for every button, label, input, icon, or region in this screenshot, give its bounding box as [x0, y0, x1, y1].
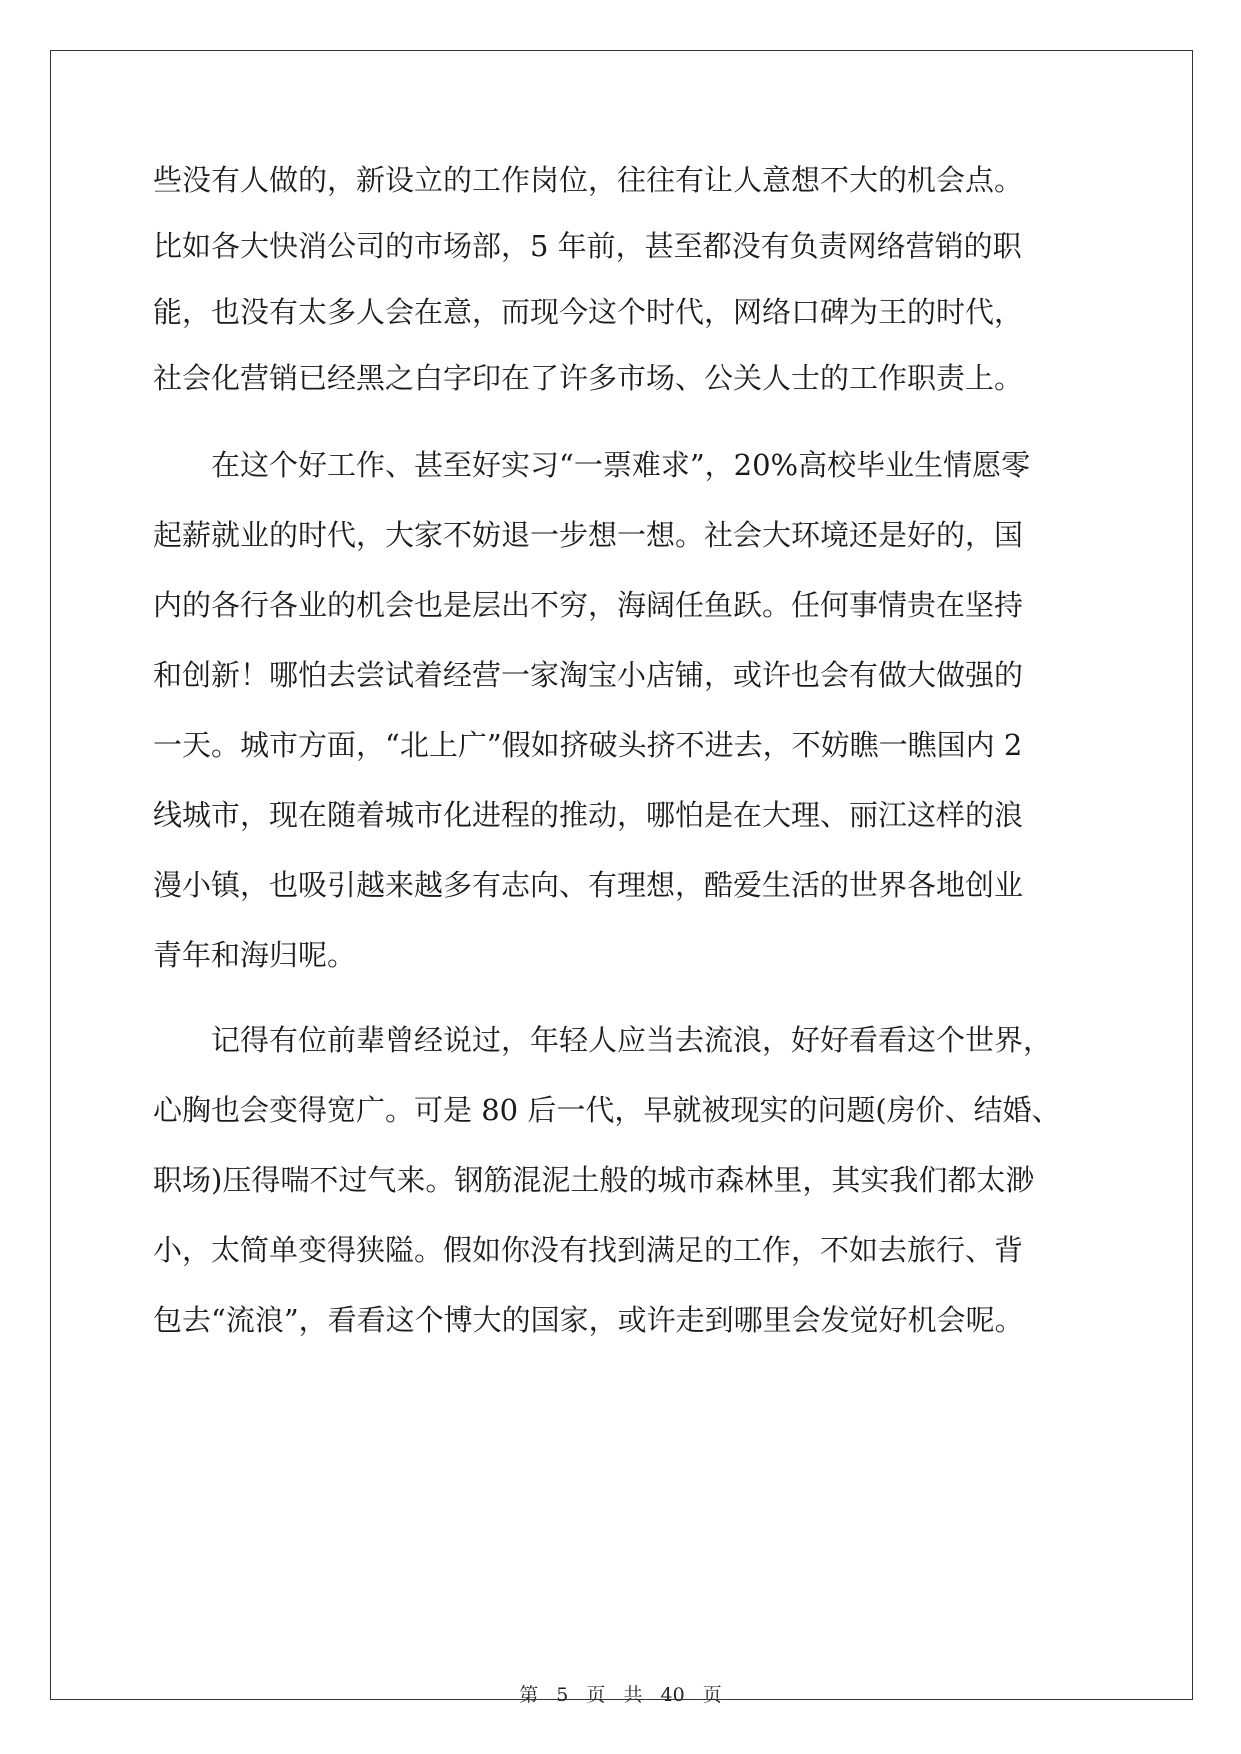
text-line: 漫小镇，也吸引越来越多有志向、有理想，酷爱生活的世界各地创业 — [153, 868, 1024, 902]
text-line: 线城市，现在随着城市化进程的推动，哪怕是在大理、丽江这样的浪 — [153, 798, 1024, 832]
text-line: 起薪就业的时代，大家不妨退一步想一想。社会大环境还是好的，国 — [153, 518, 1024, 552]
text-line: 和创新！哪怕去尝试着经营一家淘宝小店铺，或许也会有做大做强的 — [153, 658, 1024, 692]
text-line: 小，太简单变得狭隘。假如你没有找到满足的工作，不如去旅行、背 — [153, 1233, 1024, 1267]
text-line: 些没有人做的，新设立的工作岗位，往往有让人意想不大的机会点。 — [153, 163, 1024, 197]
text-line: 包去“流浪”，看看这个博大的国家，或许走到哪里会发觉好机会呢。 — [153, 1303, 1024, 1337]
text-line: 职场)压得喘不过气来。钢筋混泥土般的城市森林里，其实我们都太渺 — [153, 1163, 1035, 1197]
text-line: 能，也没有太多人会在意，而现今这个时代，网络口碑为王的时代， — [153, 295, 1024, 329]
text-line: 社会化营销已经黑之白字印在了许多市场、公关人士的工作职责上。 — [153, 361, 1024, 395]
text-line: 比如各大快消公司的市场部，5 年前，甚至都没有负责网络营销的职 — [153, 229, 1022, 263]
paragraph-start-line: 在这个好工作、甚至好实习“一票难求”，20%高校毕业生情愿零 — [211, 448, 1031, 482]
text-line: 青年和海归呢。 — [153, 938, 357, 972]
text-line: 一天。城市方面，“北上广”假如挤破头挤不进去，不妨瞧一瞧国内 2 — [153, 728, 1023, 762]
text-line: 心胸也会变得宽广。可是 80 后一代，早就被现实的问题(房价、结婚、 — [153, 1093, 1061, 1127]
paragraph-start-line: 记得有位前辈曾经说过，年轻人应当去流浪，好好看看这个世界， — [211, 1023, 1053, 1057]
text-line: 内的各行各业的机会也是层出不穷，海阔任鱼跃。任何事情贵在坚持 — [153, 588, 1024, 622]
page-number-footer: 第 5 页 共 40 页 — [519, 1684, 722, 1706]
